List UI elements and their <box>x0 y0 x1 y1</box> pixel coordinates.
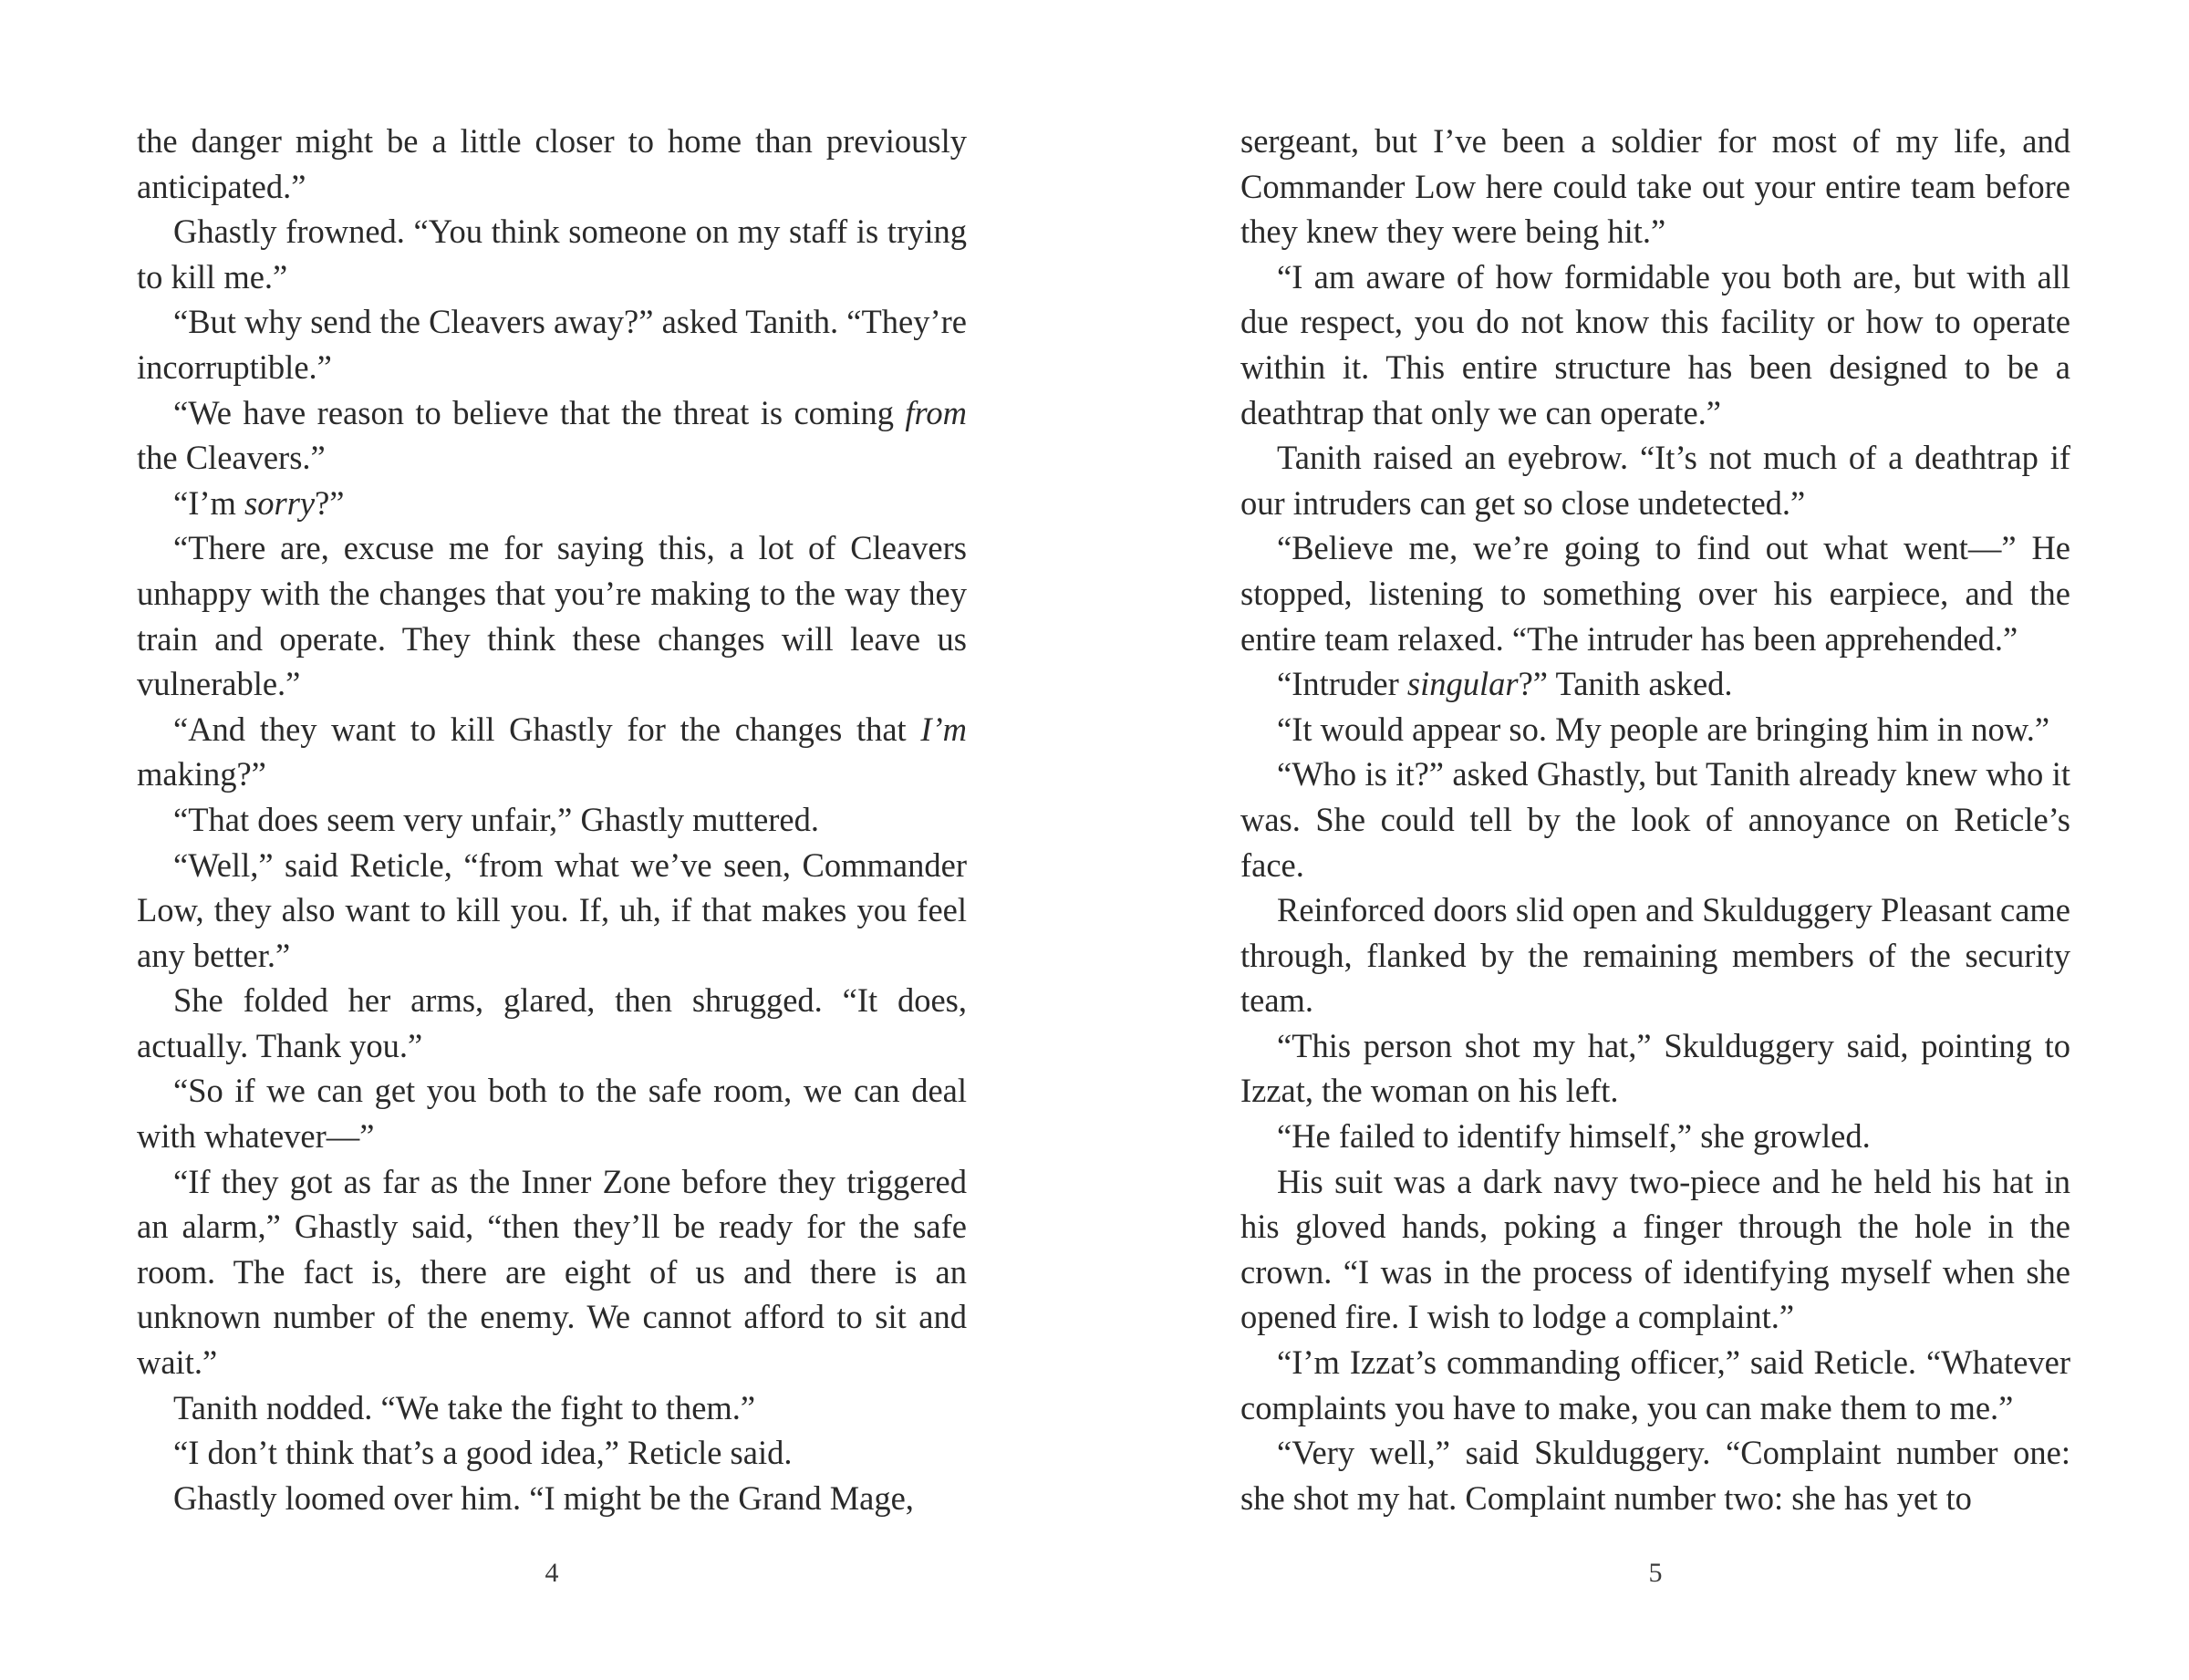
paragraph: Ghastly loomed over him. “I might be the Grand Mage, <box>173 1478 914 1517</box>
paragraph: Tanith nodded. “We take the fight to them.” <box>173 1388 756 1426</box>
paragraph: “I’m sorry?” <box>173 483 345 522</box>
paragraph: “Very well,” said Skulduggery. “Complaint number one: she shot my hat. Complaint number two: she has yet to <box>1240 1434 2070 1517</box>
left-page <box>137 119 967 1520</box>
paragraph: His suit was a dark navy two-piece and he held his hat in his gloved hands, poking a finger through the hole in the crown. “I was in the process of identifying myself when she opened fire. I wish to lodge a complaint.” <box>1240 1162 2070 1336</box>
paragraph: “That does seem very unfair,” Ghastly muttered. <box>173 800 820 838</box>
paragraph: “It would appear so. My people are bringing him in now.” <box>1277 710 2050 748</box>
paragraph: “We have reason to believe that the threat is coming from the Cleavers.” <box>137 393 967 477</box>
left-page-text <box>137 119 967 1520</box>
paragraph: “I don’t think that’s a good idea,” Reticle said. <box>173 1434 793 1472</box>
paragraph: “Who is it?” asked Ghastly, but Tanith already knew who it was. She could tell by the look of annoyance on Reticle’s face. <box>1240 755 2070 884</box>
paragraph: “But why send the Cleavers away?” asked Tanith. “They’re incorruptible.” <box>137 303 967 386</box>
paragraph: “Intruder singular?” Tanith asked. <box>1277 665 1733 703</box>
right-page <box>1240 119 2070 1520</box>
paragraph: “So if we can get you both to the safe room, we can deal with whatever—” <box>137 1072 967 1156</box>
paragraph: “There are, excuse me for saying this, a lot of Cleavers unhappy with the changes that you’re making to the way they train and operate. They think these changes will leave us vulnerable.” <box>137 529 967 703</box>
paragraph: “If they got as far as the Inner Zone before they triggered an alarm,” Ghastly said, “then they’ll be ready for the safe room. The fact is, there are eight of us and there is an unknown number of the enemy. We cannot afford to sit and wait.” <box>137 1162 967 1382</box>
paragraph: Reinforced doors slid open and Skulduggery Pleasant came through, flanked by the remaining members of the security team. <box>1240 891 2070 1020</box>
right-page-number: 5 <box>1648 1558 1663 1588</box>
paragraph: “And they want to kill Ghastly for the changes that I’m making?” <box>137 710 967 793</box>
paragraph: “Believe me, we’re going to find out what went—” He stopped, listening to something over his earpiece, and the entire team relaxed. “The intruder has been apprehended.” <box>1240 529 2070 658</box>
paragraph: “Well,” said Reticle, “from what we’ve seen, Commander Low, they also want to kill you. If, uh, if that makes you feel any better.” <box>137 845 967 974</box>
right-page-text <box>1240 119 2070 1520</box>
paragraph: She folded her arms, glared, then shrugged. “It does, actually. Thank you.” <box>137 981 967 1064</box>
paragraph: “I’m Izzat’s commanding officer,” said Reticle. “Whatever complaints you have to make, you can make them to me.” <box>1240 1343 2070 1426</box>
paragraph: “He failed to identify himself,” she growled. <box>1277 1117 1871 1156</box>
paragraph: “This person shot my hat,” Skulduggery said, pointing to Izzat, the woman on his left. <box>1240 1026 2070 1110</box>
paragraph: Ghastly frowned. “You think someone on my staff is trying to kill me.” <box>137 213 967 296</box>
paragraph: sergeant, but I’ve been a soldier for most of my life, and Commander Low here could take out your entire team before they knew they were being hit.” <box>1240 122 2070 251</box>
paragraph: “I am aware of how formidable you both are, but with all due respect, you do not know this facility or how to operate within it. This entire structure has been designed to be a deathtrap that only we can operate.” <box>1240 257 2070 431</box>
left-page-number: 4 <box>545 1558 559 1588</box>
paragraph: Tanith raised an eyebrow. “It’s not much of a deathtrap if our intruders can get so close undetected.” <box>1240 439 2070 522</box>
paragraph: the danger might be a little closer to home than previously anticipated.” <box>137 122 967 205</box>
